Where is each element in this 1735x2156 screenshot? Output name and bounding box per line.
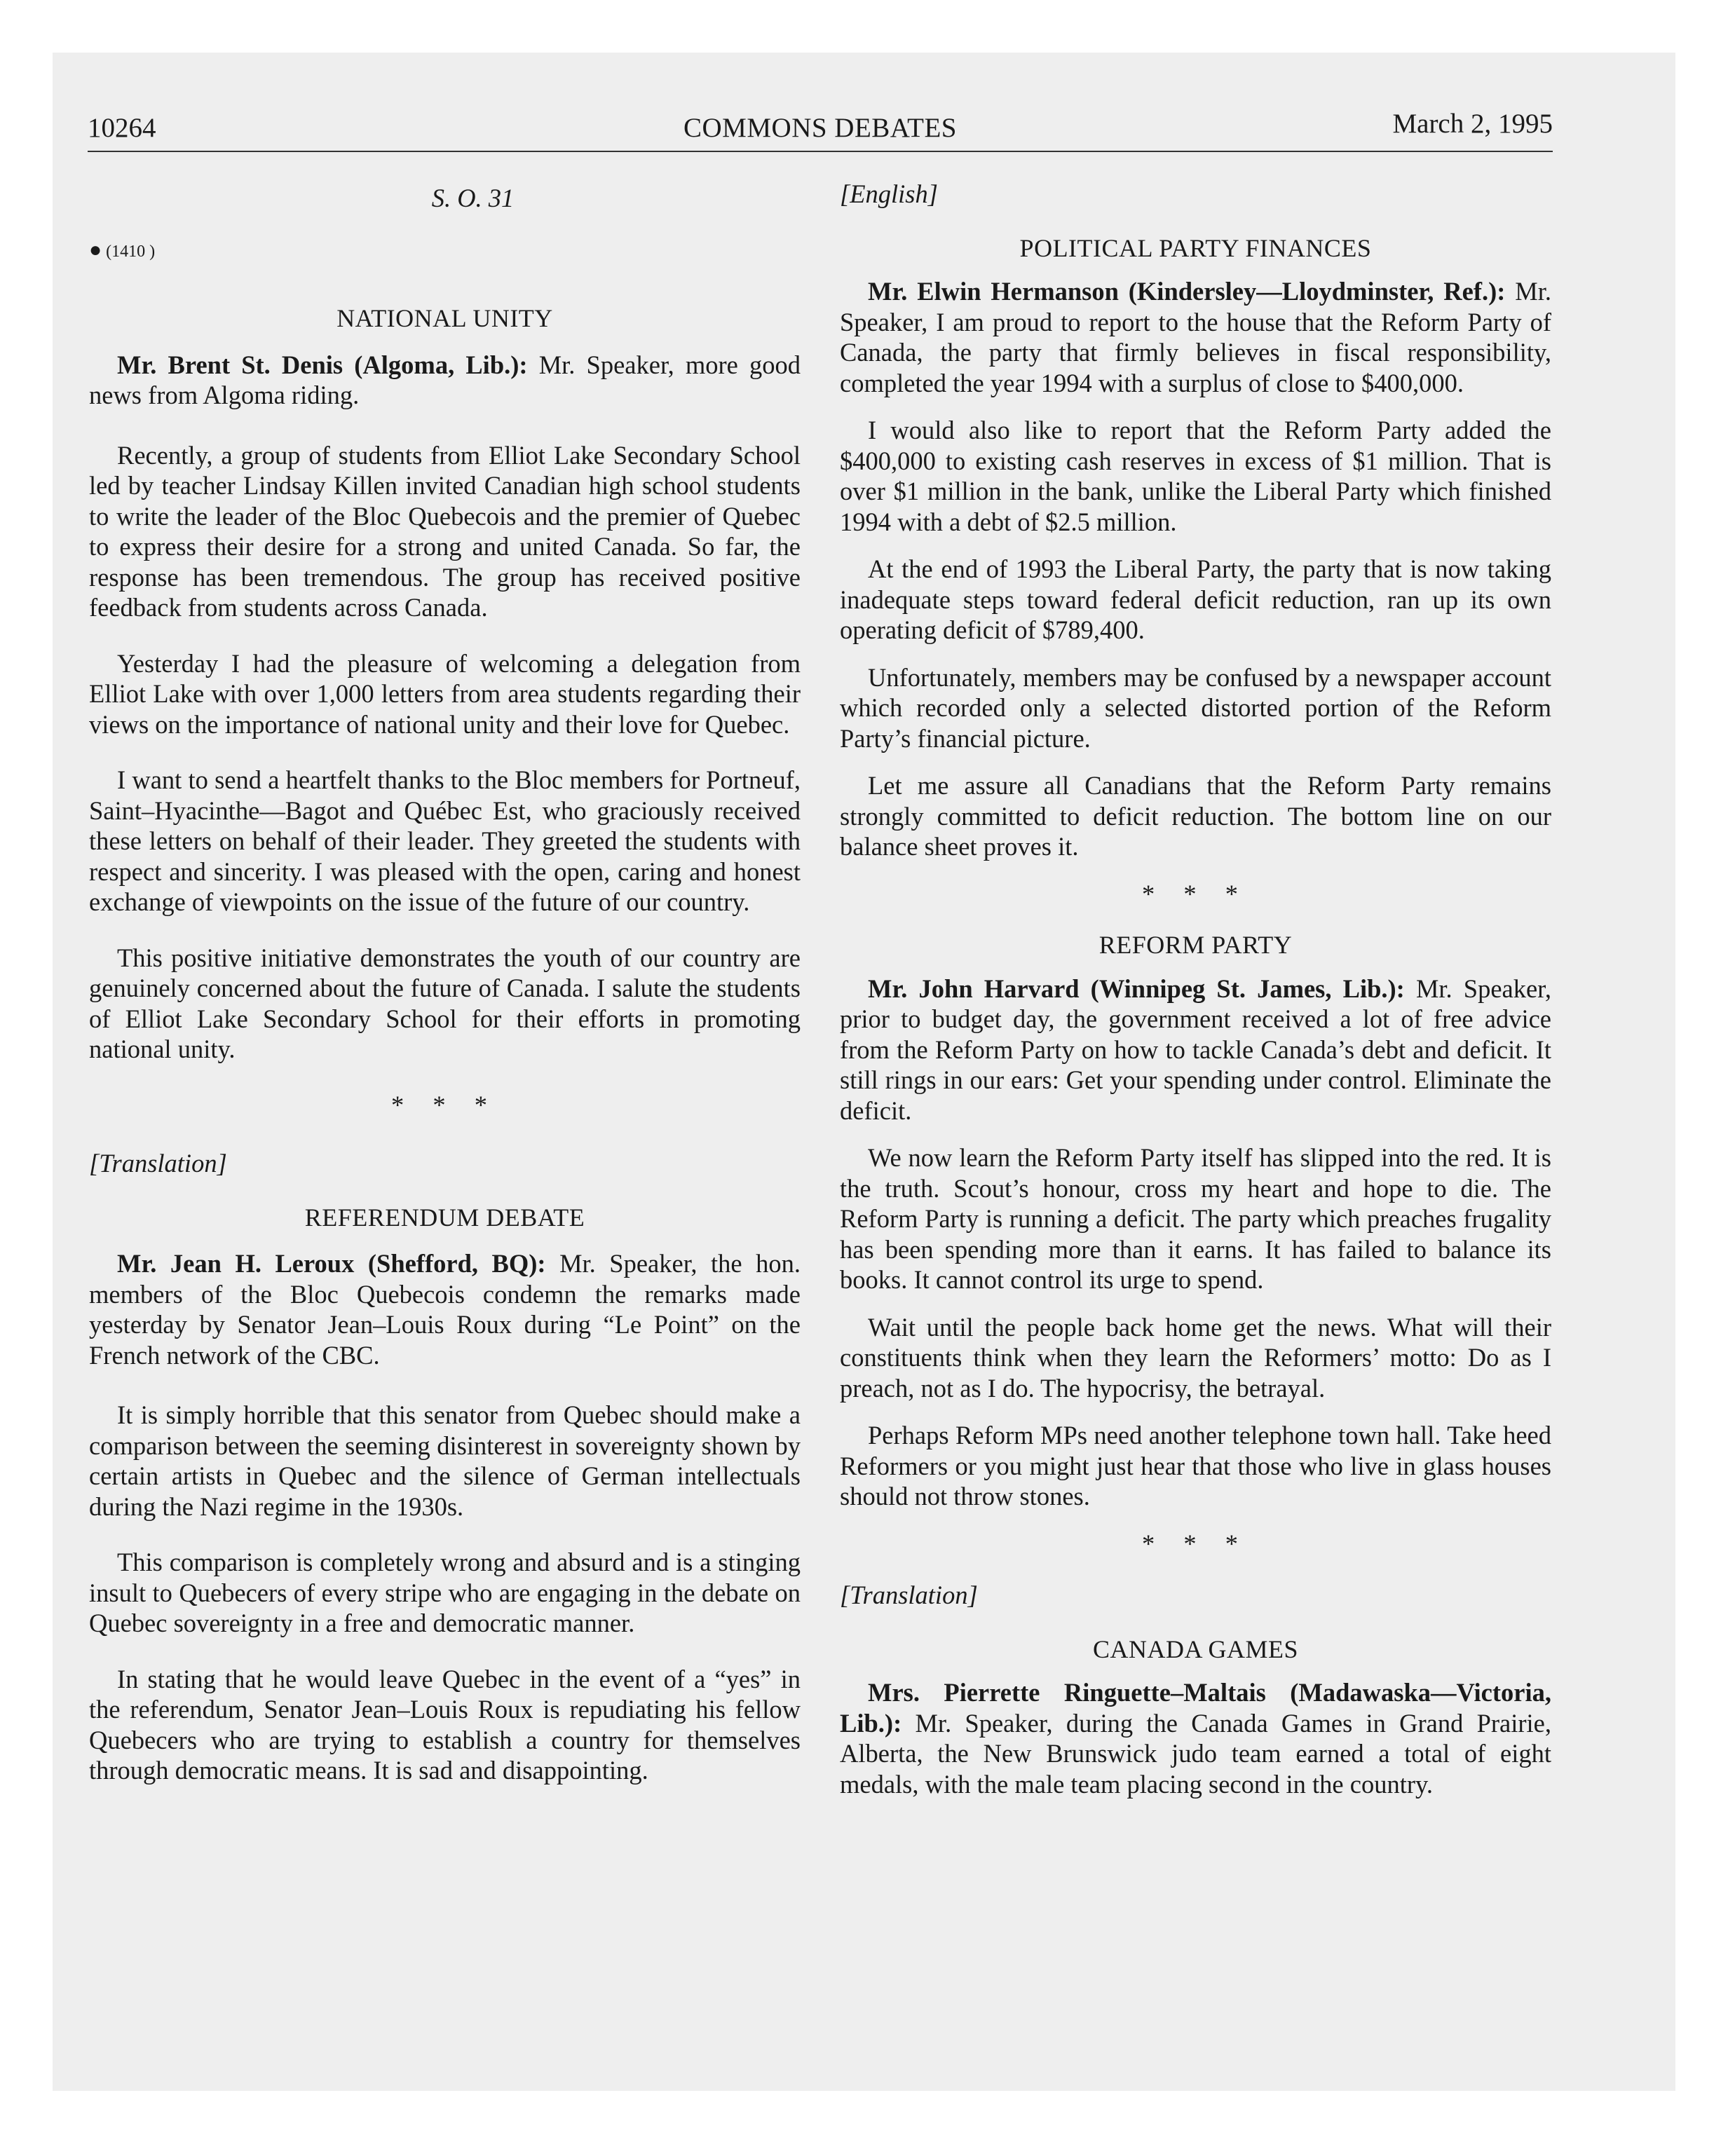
statement-paragraph: In stating that he would leave Quebec in the event of a “yes” in the referendum, Senator Jean–Louis Roux is repudiating his fellow Quebecers who are trying to establish a country for themselves through democratic means. It is sad and disappointing. (89, 1664, 801, 1785)
time-marker (89, 235, 801, 268)
page-header (88, 109, 1553, 154)
statement-paragraph: Yesterday I had the pleasure of welcoming a delegation from Elliot Lake with over 1,000 letters from area students regarding their views on the importance of national unity and their love for Quebec. (89, 648, 801, 739)
right-column (840, 179, 1551, 1816)
language-note: [Translation] (89, 1149, 227, 1178)
publication-date: March 2, 1995 (1392, 109, 1553, 139)
section-heading-canada-games: CANADA GAMES (1092, 1635, 1299, 1663)
statement-paragraph: Recently, a group of students from Elliot Lake Secondary School led by teacher Lindsay Killen invited Canadian high school students to write the leader of the Bloc Quebecois and the premier of Quebec to express their desire for a strong and united Canada. So far, the response has been tremendous. The group has received positive feedback from students across Canada. (89, 440, 801, 622)
section-separator: * * * (391, 1090, 498, 1119)
section-separator: * * * (1142, 1529, 1249, 1558)
statement-paragraph (89, 350, 801, 411)
section-heading-national-unity: NATIONAL UNITY (336, 304, 553, 332)
section-separator: * * * (1142, 879, 1249, 908)
statement-text: Mr. Speaker, I am proud to report to the house that the Reform Party of Canada, the party that firmly believes in fiscal responsibility, completed the year 1994 with a surplus of close to $400,000. (840, 277, 1551, 397)
language-note: [Translation] (840, 1581, 978, 1609)
speaker-name: Mr. Elwin Hermanson (Kindersley—Lloydminster, Ref.): (868, 277, 1506, 306)
left-column (89, 179, 801, 1811)
statement-paragraph: I want to send a heartfelt thanks to the Bloc members for Portneuf, Saint–Hyacinthe—Bagot and Québec Est, who graciously received these letters on behalf of their leader. They greeted the students with respect and sincerity. I was pleased with the open, caring and honest exchange of viewpoints on the issue of the future of our country. (89, 765, 801, 916)
section-heading-reform-party: REFORM PARTY (1098, 931, 1293, 959)
speaker-name: Mr. Brent St. Denis (Algoma, Lib.): (117, 350, 528, 379)
language-note: [English] (840, 179, 938, 208)
statement-text: Mr. Speaker, during the Canada Games in Grand Prairie, Alberta, the New Brunswick judo team earned a total of eight medals, with the male team placing second in the country. (840, 1708, 1551, 1799)
statement-paragraph: This positive initiative demonstrates the youth of our country are genuinely concerned about the future of Canada. I salute the students of Elliot Lake Secondary School for their efforts in promoting national unity. (89, 943, 801, 1063)
statement-paragraph (840, 276, 1551, 398)
speaker-name: Mr. Jean H. Leroux (Shefford, BQ): (117, 1249, 546, 1278)
statement-paragraph: This comparison is completely wrong and absurd and is a stinging insult to Quebecers of every stripe who are engaging in the debate on Quebec sovereignty in a free and democratic manner. (89, 1548, 801, 1637)
statement-paragraph: Unfortunately, members may be confused by a newspaper account which recorded only a selected distorted portion of the Reform Party’s financial picture. (840, 662, 1551, 753)
section-heading-political-party-finances: POLITICAL PARTY FINANCES (1019, 233, 1372, 262)
statement-paragraph: At the end of 1993 the Liberal Party, the party that is now taking inadequate steps toward federal deficit reduction, ran up its own operating deficit of $789,400. (840, 554, 1551, 644)
standing-order-label: S. O. 31 (431, 184, 515, 212)
section-heading-referendum-debate: REFERENDUM DEBATE (304, 1203, 585, 1231)
publication-title: COMMONS DEBATES (683, 113, 957, 143)
statement-paragraph: I would also like to report that the Reform Party added the $400,000 to existing cash reserves in excess of $1 million. That is over $1 million in the bank, unlike the Liberal Party which finished 1994 with a debt of $2.5 million. (840, 416, 1551, 536)
statement-paragraph: We now learn the Reform Party itself has slipped into the red. It is the truth. Scout’s honour, cross my heart and hope to die. The Reform Party is running a deficit. The party which preaches frugality has been spending more than it earns. It has failed to balance its books. It cannot control its urge to spend. (840, 1143, 1551, 1294)
statement-text: Mr. Speaker, the hon. members of the Bloc Quebecois condemn the remarks made yesterday by Senator Jean–Louis Roux during “Le Point” on the French network of the CBC. (89, 1249, 801, 1370)
statement-text: Mr. Speaker, prior to budget day, the government received a lot of free advice from the Reform Party on how to tackle Canada’s debt and deficit. It still rings in our ears: Get your spending under control. Eliminate the deficit. (840, 974, 1551, 1125)
speaker-name: Mrs. Pierrette Ringuette–Maltais (Madawaska—Victoria, Lib.): (840, 1678, 1551, 1738)
statement-paragraph: Perhaps Reform MPs need another telephone town hall. Take heed Reformers or you might just hear that those who live in glass houses should not throw stones. (840, 1421, 1551, 1510)
speaker-name: Mr. John Harvard (Winnipeg St. James, Lib.): (868, 974, 1405, 1003)
header-rule (88, 151, 1553, 152)
bullet-icon: ● (89, 238, 102, 261)
statement-paragraph: Wait until the people back home get the news. What will their constituents think when they learn the Reformers’ motto: Do as I preach, not as I do. The hypocrisy, the betrayal. (840, 1312, 1551, 1403)
time-marker-text: (1410 ) (106, 242, 156, 261)
statement-paragraph (840, 1677, 1551, 1799)
statement-text: Mr. Speaker, more good news from Algoma riding. (89, 350, 801, 409)
statement-paragraph (840, 974, 1551, 1126)
statement-paragraph: It is simply horrible that this senator from Quebec should make a comparison between the seeming disinterest in sovereignty shown by certain artists in Quebec and the silence of German intellectuals during the Nazi regime in the 1930s. (89, 1400, 801, 1521)
page-number: 10264 (88, 113, 156, 143)
statement-paragraph (89, 1248, 801, 1370)
statement-paragraph: Let me assure all Canadians that the Reform Party remains strongly committed to deficit reduction. The bottom line on our balance sheet proves it. (840, 771, 1551, 861)
